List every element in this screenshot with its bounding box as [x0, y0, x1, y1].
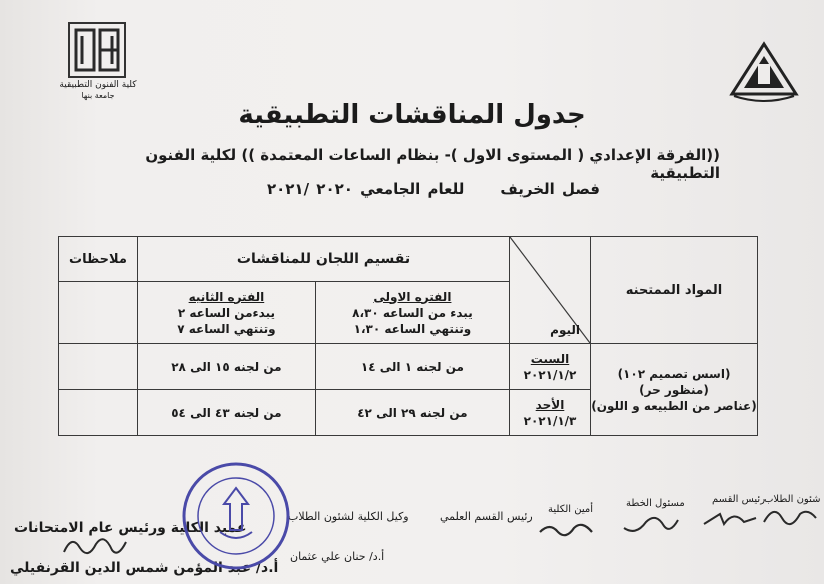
official-stamp: [180, 460, 292, 572]
header-day-label: اليوم: [550, 323, 580, 337]
period1-start: يبدء من الساعه ٨،٣٠: [352, 305, 473, 320]
sig-students-affairs: شئون الطلاب: [764, 494, 821, 505]
faculty-logo: [59, 22, 137, 102]
header-day: [510, 237, 591, 344]
signature-scribble: [760, 500, 820, 530]
term-line: [240, 180, 600, 198]
sig-plan-officer: مسئول الخطة: [626, 498, 685, 509]
day-cell: [510, 390, 591, 436]
day-cell: [510, 344, 591, 390]
period2-title: الفتره الثانيه: [188, 289, 265, 304]
sig-dept-head: رئيس القسم: [712, 494, 766, 505]
term-label: فصل الخريف: [500, 180, 600, 198]
academic-year: للعام الجامعي ٢٠٢٠ /٢٠٢١: [266, 180, 465, 198]
period1-cell: من لجنه ٢٩ الى ٤٢: [315, 390, 509, 436]
university-logo: [728, 40, 800, 104]
header-notes: ملاحظات: [59, 237, 138, 282]
schedule-table: [58, 236, 758, 436]
sig-dean-title: عميد الكلية ورئيس عام الامتحانات: [14, 520, 247, 536]
material-line: (اسس تصميم ١٠٢): [617, 366, 731, 381]
signatures-area: [0, 488, 824, 584]
signature-scribble: [536, 512, 596, 542]
day-name: السبت: [530, 351, 570, 366]
sig-scientific-head: رئيس القسم العلمي: [440, 510, 533, 523]
page-title: جدول المناقشات التطبيقية: [238, 100, 586, 130]
materials-cell: [591, 344, 758, 436]
faculty-logo-caption: كلية الفنون التطبيقية: [59, 80, 137, 90]
period2-cell: من لجنه ١٥ الى ٢٨: [138, 344, 316, 390]
signature-scribble: [700, 504, 760, 532]
sig-faculty-secretary: أمين الكلية: [548, 504, 593, 515]
period1-cell: من لجنه ١ الى ١٤: [315, 344, 509, 390]
period2-end: وتنتهي الساعه ٧: [177, 321, 276, 336]
notes-cell: [59, 344, 138, 390]
period2-header: [138, 282, 316, 344]
header-committees: تقسيم اللجان للمناقشات: [138, 237, 510, 282]
sig-vice-dean-name: أ.د/ حنان علي عثمان: [290, 550, 385, 563]
page-subtitle: ((الفرقة الإعدادي ( المستوى الاول )- بنظام الساعات المعتمدة )) لكلية الفنون التطبيقية: [145, 146, 720, 182]
signature-scribble: [60, 528, 130, 562]
notes-subheader: [59, 282, 138, 344]
period1-header: [315, 282, 509, 344]
header-materials: المواد الممتحنه: [591, 237, 758, 344]
material-line: (منظور حر): [639, 382, 709, 397]
signature-scribble: [620, 508, 680, 538]
period1-end: وتنتهي الساعه ١،٣٠: [353, 321, 472, 336]
notes-cell: [59, 390, 138, 436]
day-date: ٢٠٢١/١/٣: [523, 413, 577, 428]
table-row: [59, 344, 758, 390]
day-name: الأحد: [535, 397, 565, 412]
faculty-logo-subcaption: جامعة بنها: [81, 91, 115, 100]
sig-dean-name: أ.د/ عبد المؤمن شمس الدين القرنفيلي: [10, 560, 279, 576]
period1-title: الفتره الاولى: [373, 289, 452, 304]
material-line: (عناصر من الطبيعه و اللون): [591, 398, 757, 413]
faculty-logo-mark: [68, 22, 126, 78]
period2-cell: من لجنه ٤٣ الى ٥٤: [138, 390, 316, 436]
sig-vice-dean: وكيل الكلية لشئون الطلاب: [288, 510, 409, 523]
period2-start: يبدءمن الساعه ٢: [177, 305, 276, 320]
day-date: ٢٠٢١/١/٢: [523, 367, 577, 382]
